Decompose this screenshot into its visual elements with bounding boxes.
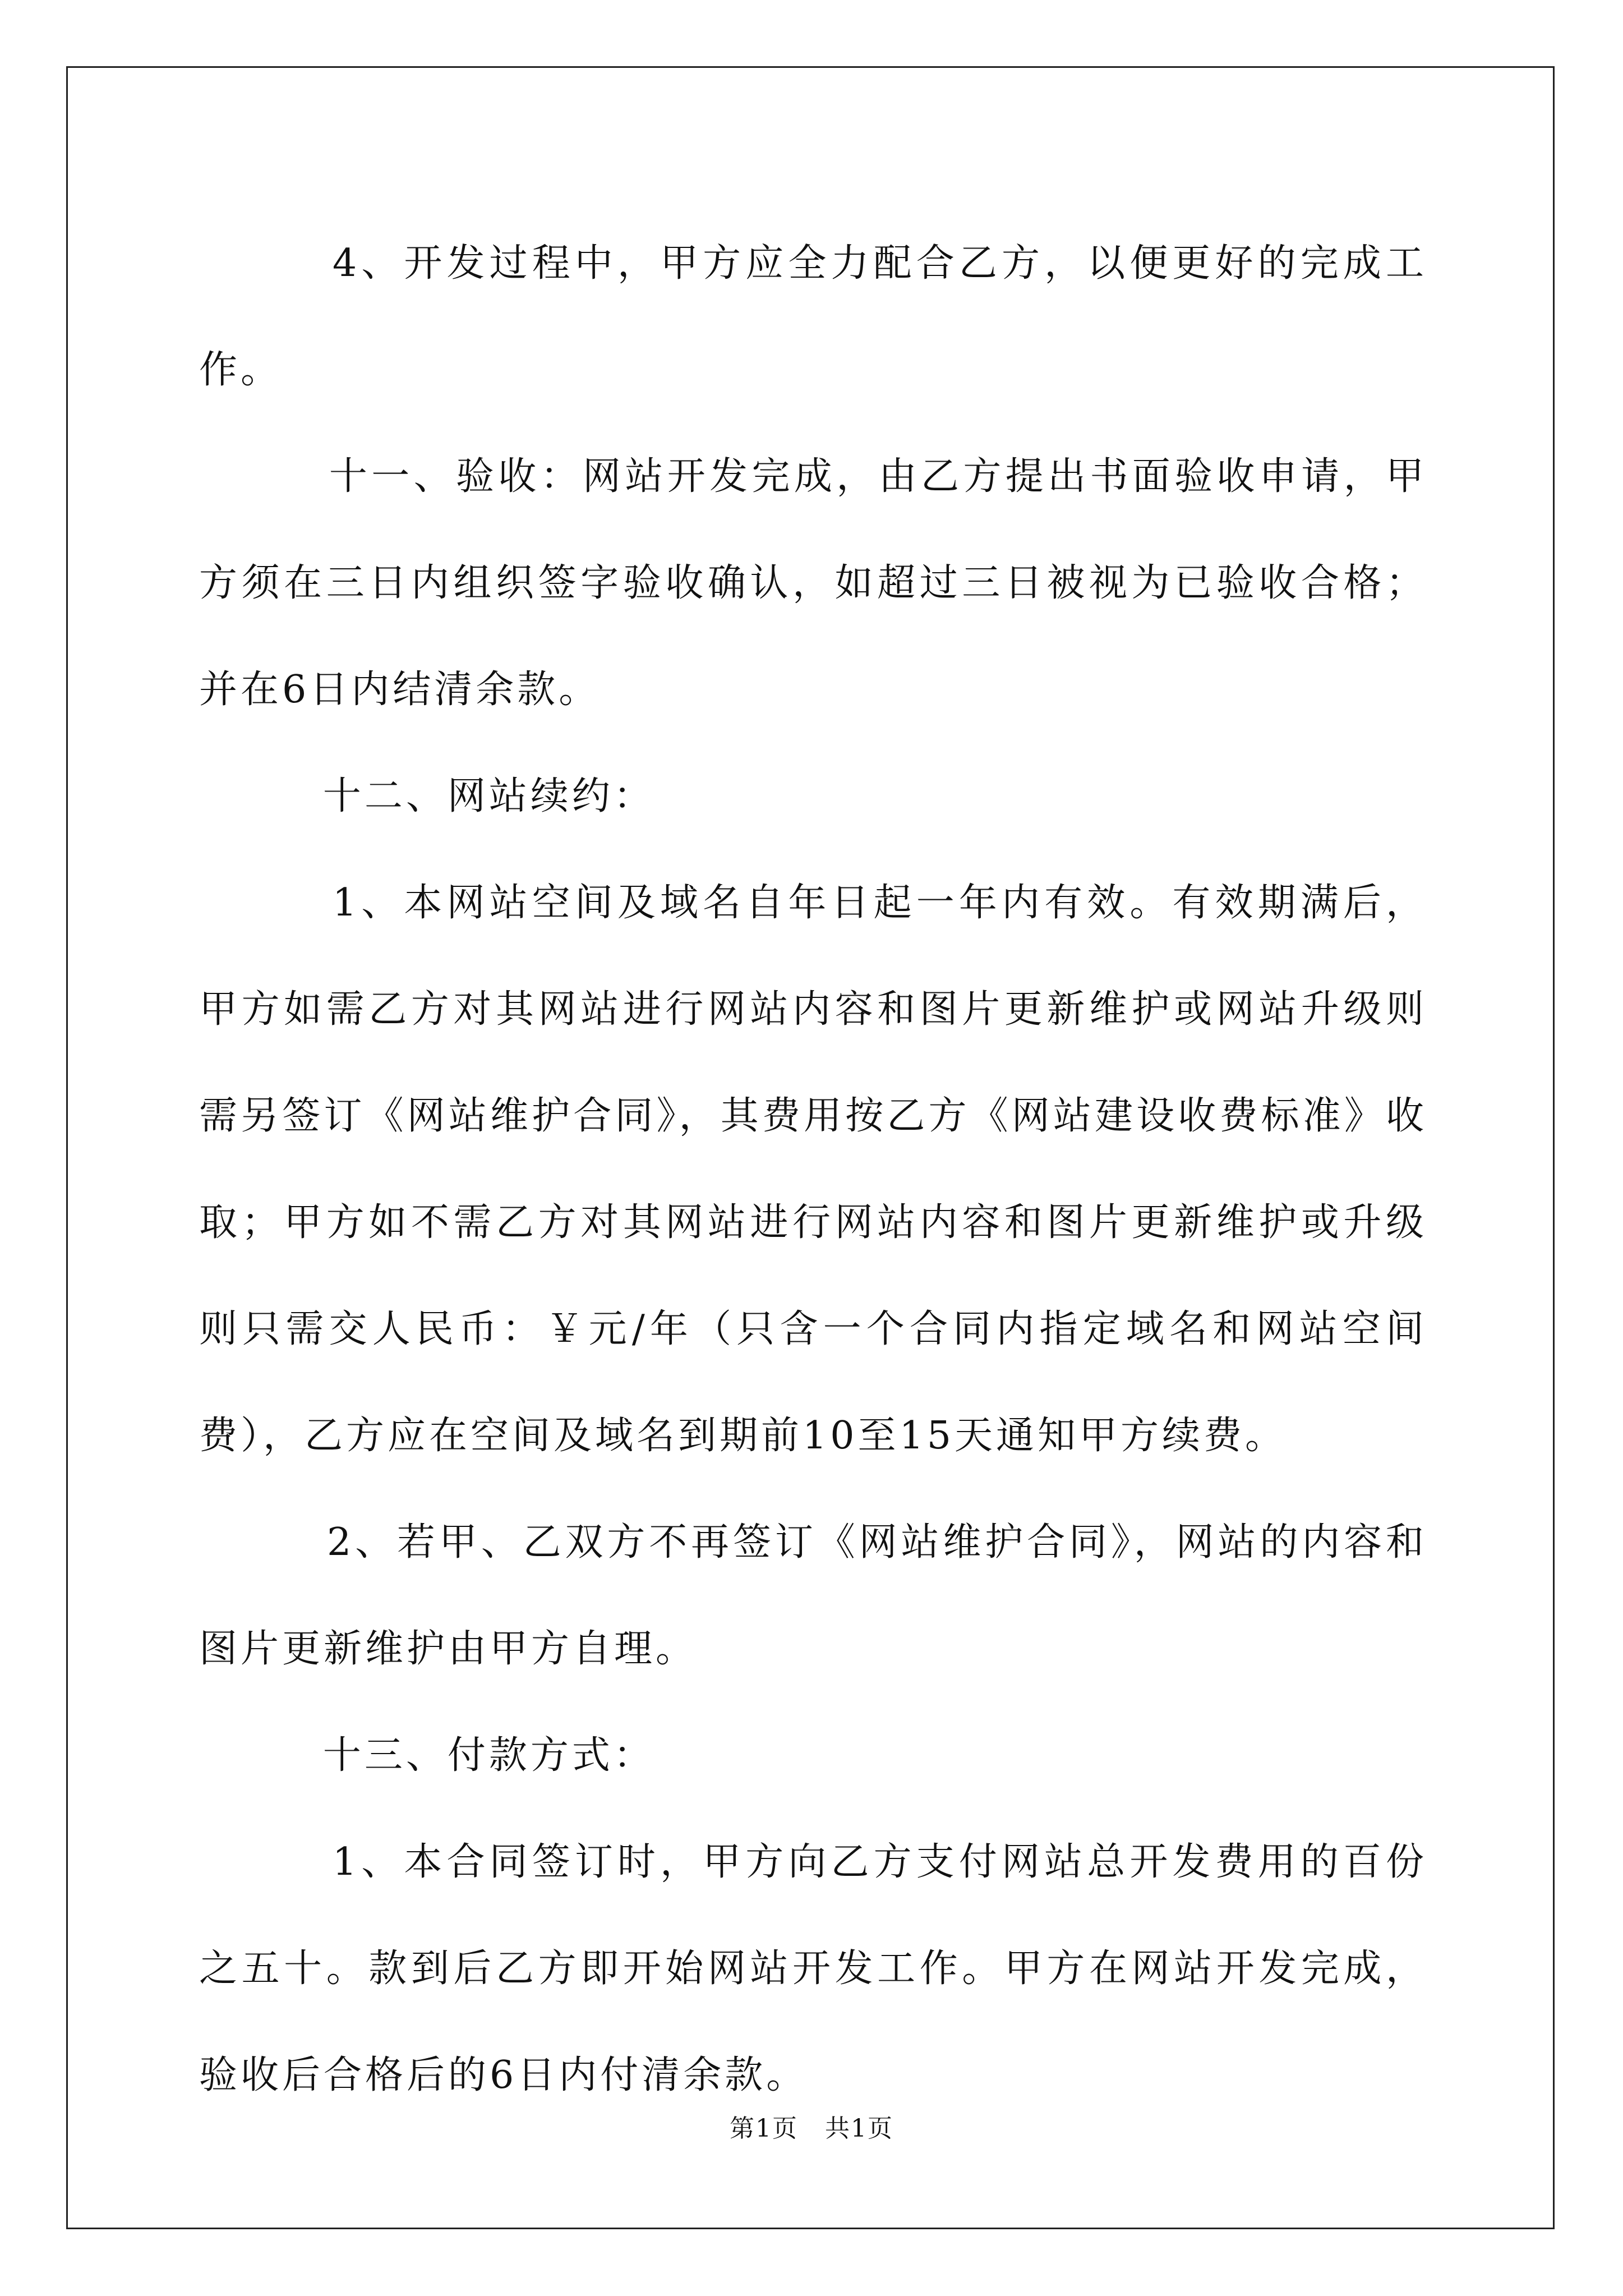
document-body — [199, 210, 1427, 2129]
paragraph-renewal-item-1: 1、本网站空间及域名自年日起一年内有效。有效期满后，甲方如需乙方对其网站进行网站内容和图片更新维护或网站升级则需另签订《网站维护合同》，其费用按乙方《网站建设收费标准》收取；甲方如不需乙方对其网站进行网站内容和图片更新维护或升级则只需交人民币：￥元/年（只含一个合同内指定域名和网站空间费），乙方应在空间及域名到期前10至15天通知甲方续费。 — [199, 881, 1428, 1458]
paragraph-payment-heading: 十三、付款方式： — [199, 1733, 655, 1778]
paragraph-renewal-heading: 十二、网站续约： — [199, 774, 655, 818]
page-number: 第1页 — [730, 2114, 798, 2143]
paragraph-acceptance: 十一、验收：网站开发完成，由乙方提出书面验收申请，甲方须在三日内组织签字验收确认，如超过三日被视为已验收合格；并在6日内结清余款。 — [199, 454, 1427, 712]
paragraph-payment-item-1: 1、本合同签订时，甲方向乙方支付网站总开发费用的百份之五十。款到后乙方即开始网站开发工作。甲方在网站开发完成，验收后合格后的6日内付清余款。 — [199, 1840, 1428, 2097]
page-total: 共1页 — [825, 2114, 893, 2143]
page-footer — [0, 2112, 1623, 2146]
paragraph-renewal-item-2: 2、若甲、乙双方不再签订《网站维护合同》，网站的内容和图片更新维护由甲方自理。 — [199, 1520, 1428, 1671]
paragraph-item-4-cooperation: 4、开发过程中，甲方应全力配合乙方，以便更好的完成工作。 — [199, 241, 1428, 392]
